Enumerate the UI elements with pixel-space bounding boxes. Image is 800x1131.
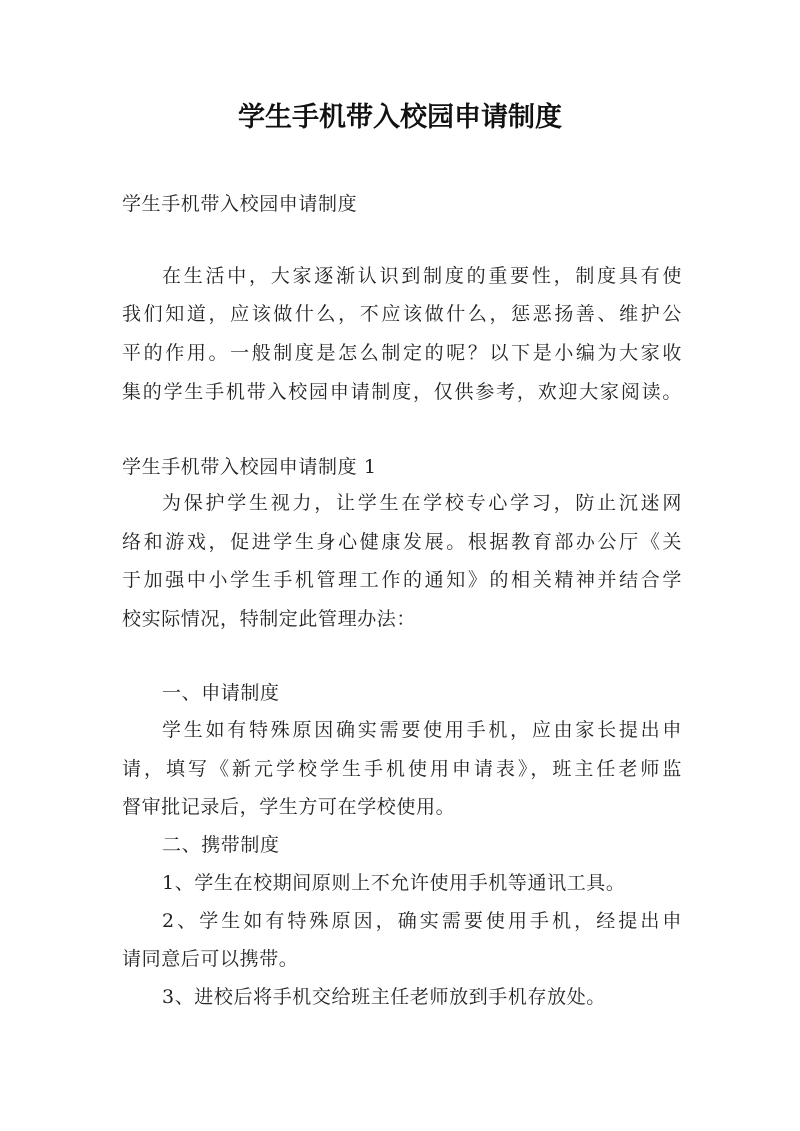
rule-1: 1、学生在校期间原则上不允许使用手机等通讯工具。 — [162, 872, 626, 894]
part1-line-2: 请，填写《新元学校学生手机使用申请表》，班主任老师监 — [122, 758, 682, 780]
rule-2-line-1: 2、学生如有特殊原因，确实需要使用手机，经提出申 — [162, 910, 682, 932]
intro-line-2: 我们知道，应该做什么，不应该做什么，惩恶扬善、维护公 — [122, 303, 682, 325]
section1-line-3: 于加强中小学生手机管理工作的通知》的相关精神并结合学 — [122, 569, 682, 591]
document-title: 学生手机带入校园申请制度 — [238, 102, 562, 133]
section1-line-2: 络和游戏，促进学生身心健康发展。根据教育部办公厅《关 — [122, 531, 682, 553]
part1-line-1: 学生如有特殊原因确实需要使用手机，应由家长提出申 — [162, 719, 682, 741]
intro-line-3: 平的作用。一般制度是怎么制定的呢？以下是小编为大家收 — [122, 342, 682, 364]
section1-line-1: 为保护学生视力，让学生在学校专心学习，防止沉迷网 — [162, 492, 682, 514]
section-heading-1: 学生手机带入校园申请制度 1 — [122, 456, 377, 478]
part1-heading: 一、申请制度 — [162, 682, 280, 704]
intro-line-1: 在生活中，大家逐渐认识到制度的重要性，制度具有使 — [162, 265, 682, 287]
intro-line-4: 集的学生手机带入校园申请制度，仅供参考，欢迎大家阅读。 — [122, 381, 682, 403]
section1-line-4: 校实际情况，特制定此管理办法： — [122, 608, 417, 630]
part2-heading: 二、携带制度 — [162, 834, 280, 856]
rule-2-line-2: 请同意后可以携带。 — [122, 948, 299, 970]
part1-line-3: 督审批记录后，学生方可在学校使用。 — [122, 796, 456, 818]
rule-3: 3、进校后将手机交给班主任老师放到手机存放处。 — [162, 986, 606, 1008]
document-subtitle: 学生手机带入校园申请制度 — [122, 193, 358, 215]
